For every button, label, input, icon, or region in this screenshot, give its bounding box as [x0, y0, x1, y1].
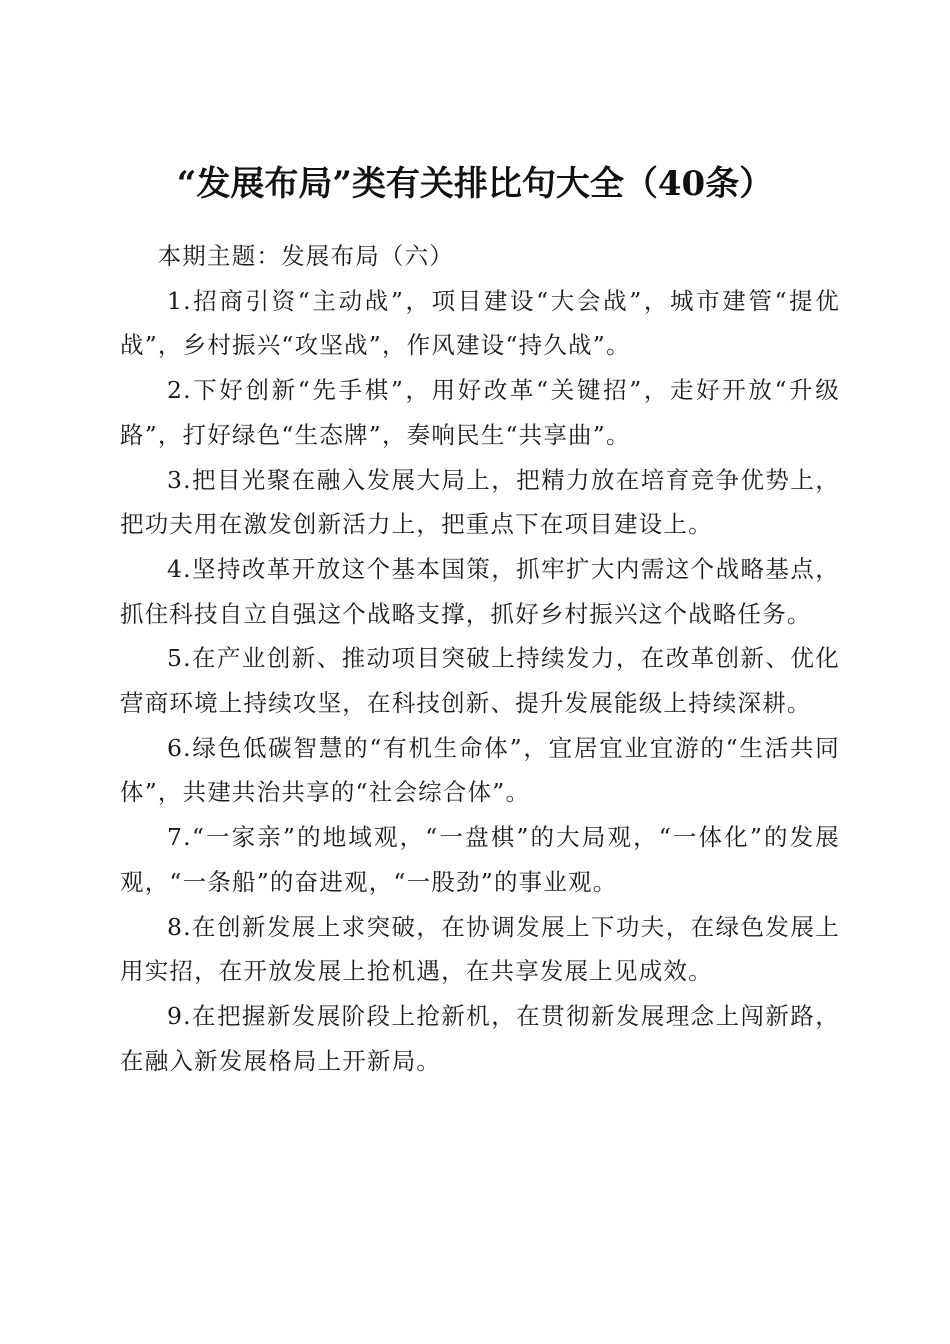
subject-line: 本期主题：发展布局（六） [157, 242, 454, 270]
list-item-3: 3.把目光聚在融入发展大局上，把精力放在培育竞争优势上，把功夫用在激发创新活力上，把重点下在项目建设上。 [120, 465, 840, 539]
list-item-2: 2.下好创新“先手棋”，用好改革“关键招”，走好开放“升级路”，打好绿色“生态牌”，奏响民生“共享曲”。 [120, 376, 840, 449]
list-item-9: 9.在把握新发展阶段上抢新机，在贯彻新发展理念上闯新路，在融入新发展格局上开新局。 [120, 1001, 840, 1075]
document-title: “发展布局”类有关排比句大全（40条） [176, 163, 774, 204]
list-item-4: 4.坚持改革开放这个基本国策，抓牢扩大内需这个战略基点，抓住科技自立自强这个战略支撑，抓好乡村振兴这个战略任务。 [120, 554, 840, 628]
list-item-5: 5.在产业创新、推动项目突破上持续发力，在改革创新、优化营商环境上持续攻坚，在科技创新、提升发展能级上持续深耕。 [120, 644, 840, 718]
list-item-1: 1.招商引资“主动战”，项目建设“大会战”，城市建管“提优战”，乡村振兴“攻坚战”，作风建设“持久战”。 [120, 286, 840, 360]
list-item-6: 6.绿色低碳智慧的“有机生命体”，宜居宜业宜游的“生活共同体”，共建共治共享的“社会综合体”。 [120, 733, 840, 807]
list-item-7: 7.“一家亲”的地域观，“一盘棋”的大局观，“一体化”的发展观，“一条船”的奋进观，“一股劲”的事业观。 [120, 823, 840, 896]
document-body [120, 234, 840, 1083]
list-item-8: 8.在创新发展上求突破，在协调发展上下功夫，在绿色发展上用实招，在开放发展上抢机遇，在共享发展上见成效。 [120, 912, 840, 986]
